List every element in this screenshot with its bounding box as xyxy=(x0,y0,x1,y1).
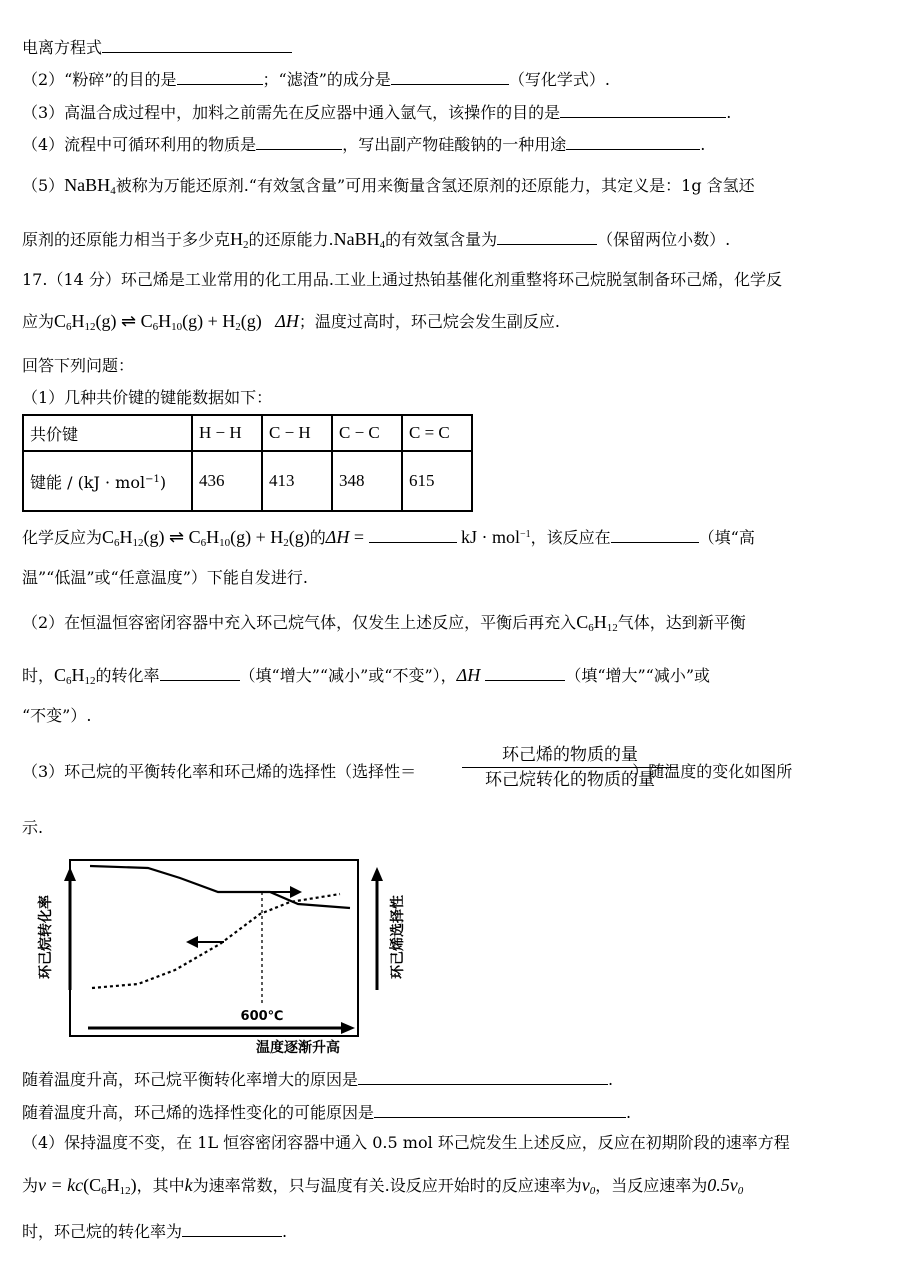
part-2-line-3 xyxy=(22,708,91,724)
half-v0: $0.5v_0$ xyxy=(707,1175,744,1197)
text: （保留两位小数）. xyxy=(597,230,731,249)
answer-blank[interactable] xyxy=(560,103,726,118)
text: 的 xyxy=(309,528,326,547)
bond-energy-table xyxy=(22,414,473,512)
text: . xyxy=(282,1222,288,1241)
text: 时， xyxy=(22,666,55,685)
plot-frame xyxy=(70,860,358,1036)
text: （1）几种共价键的键能数据如下： xyxy=(22,388,273,407)
selectivity-fraction xyxy=(462,744,678,791)
reason-1-line xyxy=(22,1070,613,1088)
text: 温”“低温”或“任意温度”）下能自发进行. xyxy=(22,568,308,587)
h2-formula: $H_2$ xyxy=(230,229,249,251)
text: 气体，达到新平衡 xyxy=(617,613,746,632)
nabh4-formula: NaBH$_4$ xyxy=(64,175,116,197)
part-4-line-3 xyxy=(22,1222,287,1240)
text: 随着温度升高，环己烷平衡转化率增大的原因是 xyxy=(22,1070,359,1089)
answer-blank[interactable] xyxy=(369,528,457,543)
answer-blank[interactable] xyxy=(102,38,292,53)
nabh4-formula: NaBH$_4$ xyxy=(333,229,386,251)
text: ；“滤渣”的成分是 xyxy=(262,70,391,89)
table-cell: 615 xyxy=(402,451,472,511)
fraction-numerator: 环己烯的物质的量 xyxy=(502,745,638,765)
text: 示. xyxy=(22,818,44,837)
text: ，其中 xyxy=(136,1176,185,1195)
temperature-marker-label: 600℃ xyxy=(240,1009,284,1024)
question-4-line xyxy=(22,135,705,153)
part-1-intro xyxy=(22,390,272,406)
table-cell: 413 xyxy=(262,451,332,511)
text: （填“增大”“减小”或 xyxy=(565,666,711,685)
c6h12-formula: $C_6H_{12}$ xyxy=(54,665,96,687)
answer-blank[interactable] xyxy=(358,1070,608,1085)
reaction-equation: $C_6H_{12}(g)$ ⇌ $C_6H_{10}(g) + H_2(g)$ xyxy=(102,527,310,549)
table-header: 共价键 xyxy=(23,415,192,451)
text: （4）流程中可循环利用的物质是 xyxy=(22,135,257,154)
selectivity-series-arrowhead xyxy=(186,936,198,948)
table-cell: 436 xyxy=(192,451,262,511)
delta-h: ΔH xyxy=(456,665,481,685)
right-axis-arrowhead xyxy=(371,867,383,881)
text: 被称为万能还原剂.“有效氢含量”可用来衡量含氢还原剂的还原能力，其定义是：1g 含氢还 xyxy=(115,176,755,195)
text: 电离方程式 xyxy=(22,38,103,57)
part-2-line-1 xyxy=(22,612,746,634)
reaction-equation: $C_6H_{12}(g)$ ⇌ $C_6H_{10}(g) + H_2(g)$ ΔH xyxy=(54,311,299,333)
answer-blank[interactable] xyxy=(256,135,342,150)
rate-equation: $v = kc(C_6H_{12})$ xyxy=(38,1175,137,1197)
text: （5） xyxy=(22,176,65,195)
question-17-title xyxy=(22,272,782,288)
part-1-question-2 xyxy=(22,570,308,586)
text: ，该反应在 xyxy=(530,528,611,547)
text: （2）在恒温恒容密闭容器中充入环己烷气体，仅发生上述反应，平衡后再充入 xyxy=(22,613,577,632)
text: 化学反应为 xyxy=(22,528,103,547)
text: （3）环己烷的平衡转化率和环己烯的选择性（选择性＝ xyxy=(22,762,417,781)
question-2-line xyxy=(22,70,610,88)
fraction-denominator: 环己烷转化的物质的量 xyxy=(485,770,655,790)
table-header: C − H xyxy=(262,415,332,451)
text: ，写出副产物硅酸钠的一种用途 xyxy=(342,135,567,154)
text: 的有效氢含量为 xyxy=(385,230,498,249)
text: ；温度过高时，环己烷会发生副反应. xyxy=(298,312,560,331)
table-header: C = C xyxy=(402,415,472,451)
text: 为速率常数，只与温度有关.设反应开始时的反应速率为 xyxy=(192,1176,582,1195)
part-3-line-2 xyxy=(22,820,43,836)
ionization-equation-line xyxy=(22,38,292,56)
reason-2-line xyxy=(22,1103,631,1121)
text: ，当反应速率为 xyxy=(595,1176,708,1195)
x-axis-label: 温度逐渐升高 xyxy=(256,1040,340,1056)
text: . xyxy=(726,103,732,122)
table-cell: 348 xyxy=(332,451,402,511)
unit: kJ · mol$^{-1}$ xyxy=(461,527,531,547)
text: 的还原能力. xyxy=(248,230,334,249)
left-axis-arrowhead xyxy=(64,867,76,881)
v0: $v_0$ xyxy=(581,1175,596,1197)
part-2-line-2 xyxy=(22,665,711,687)
text: （4）保持温度不变，在 1L 恒容密闭容器中通入 0.5 mol 环己烷发生上述反应，反应在初期阶段的速率方程 xyxy=(22,1133,790,1152)
answer-blank[interactable] xyxy=(160,666,240,681)
answer-blank[interactable] xyxy=(374,1103,626,1118)
part-1-question: 化学反应为$C_6H_{12}(g)$ ⇌ $C_6H_{10}(g) + H_2(g)$的ΔH = kJ · mol$^{-1}$，该反应在 （填“高 xyxy=(22,527,755,549)
right-axis-label: 环己烯选择性 xyxy=(390,895,406,979)
answer-blank[interactable] xyxy=(566,135,700,150)
text: 应为 xyxy=(22,312,55,331)
table-header: C − C xyxy=(332,415,402,451)
c6h12-formula: $C_6H_{12}$ xyxy=(576,612,618,634)
text: （填“增大”“减小”或“不变”）， xyxy=(239,666,457,685)
conversion-curve xyxy=(90,866,350,908)
text: （2）“粉碎”的目的是 xyxy=(22,70,177,89)
answer-blank[interactable] xyxy=(391,70,509,85)
text: ）随温度的变化如图所 xyxy=(632,762,793,781)
conversion-series-arrowhead xyxy=(290,886,302,898)
text: 时，环己烷的转化率为 xyxy=(22,1222,183,1241)
question-3-line xyxy=(22,103,731,121)
x-axis-arrowhead xyxy=(341,1022,355,1034)
text: 为 xyxy=(22,1176,39,1195)
delta-h: ΔH xyxy=(325,527,350,547)
rate-constant: k xyxy=(184,1175,193,1195)
answer-blank[interactable] xyxy=(177,70,263,85)
answer-following xyxy=(22,358,134,374)
answer-blank[interactable] xyxy=(497,230,597,245)
conversion-selectivity-chart xyxy=(30,852,420,1062)
table-row-label: 键能 / (kJ · mol$^{-1}$) xyxy=(23,451,192,511)
answer-blank[interactable] xyxy=(182,1222,282,1237)
text: 的转化率 xyxy=(95,666,160,685)
table-header: H − H xyxy=(192,415,262,451)
question-17-reaction xyxy=(22,311,560,333)
part-4-line-1 xyxy=(22,1135,790,1151)
question-5-line xyxy=(22,175,755,197)
text: 原剂的还原能力相当于多少克 xyxy=(22,230,231,249)
text: . xyxy=(700,135,706,154)
text: 随着温度升高，环己烯的选择性变化的可能原因是 xyxy=(22,1103,375,1122)
part-4-line-2 xyxy=(22,1175,744,1197)
text: . xyxy=(608,1070,614,1089)
text: （3）高温合成过程中，加料之前需先在反应器中通入氩气，该操作的目的是 xyxy=(22,103,561,122)
answer-blank[interactable] xyxy=(485,666,565,681)
text: . xyxy=(626,1103,632,1122)
text: 17.（14 分）环己烯是工业常用的化工用品.工业上通过热铂基催化剂重整将环己烷脱氢制备环己烯，化学反 xyxy=(22,270,782,289)
question-5-line-2 xyxy=(22,229,731,251)
text: （写化学式）. xyxy=(508,70,611,89)
text: “不变”）. xyxy=(22,706,92,725)
text: （填“高 xyxy=(698,528,755,547)
text: 回答下列问题： xyxy=(22,356,135,375)
answer-blank[interactable] xyxy=(611,528,699,543)
left-axis-label: 环己烷转化率 xyxy=(38,895,54,979)
